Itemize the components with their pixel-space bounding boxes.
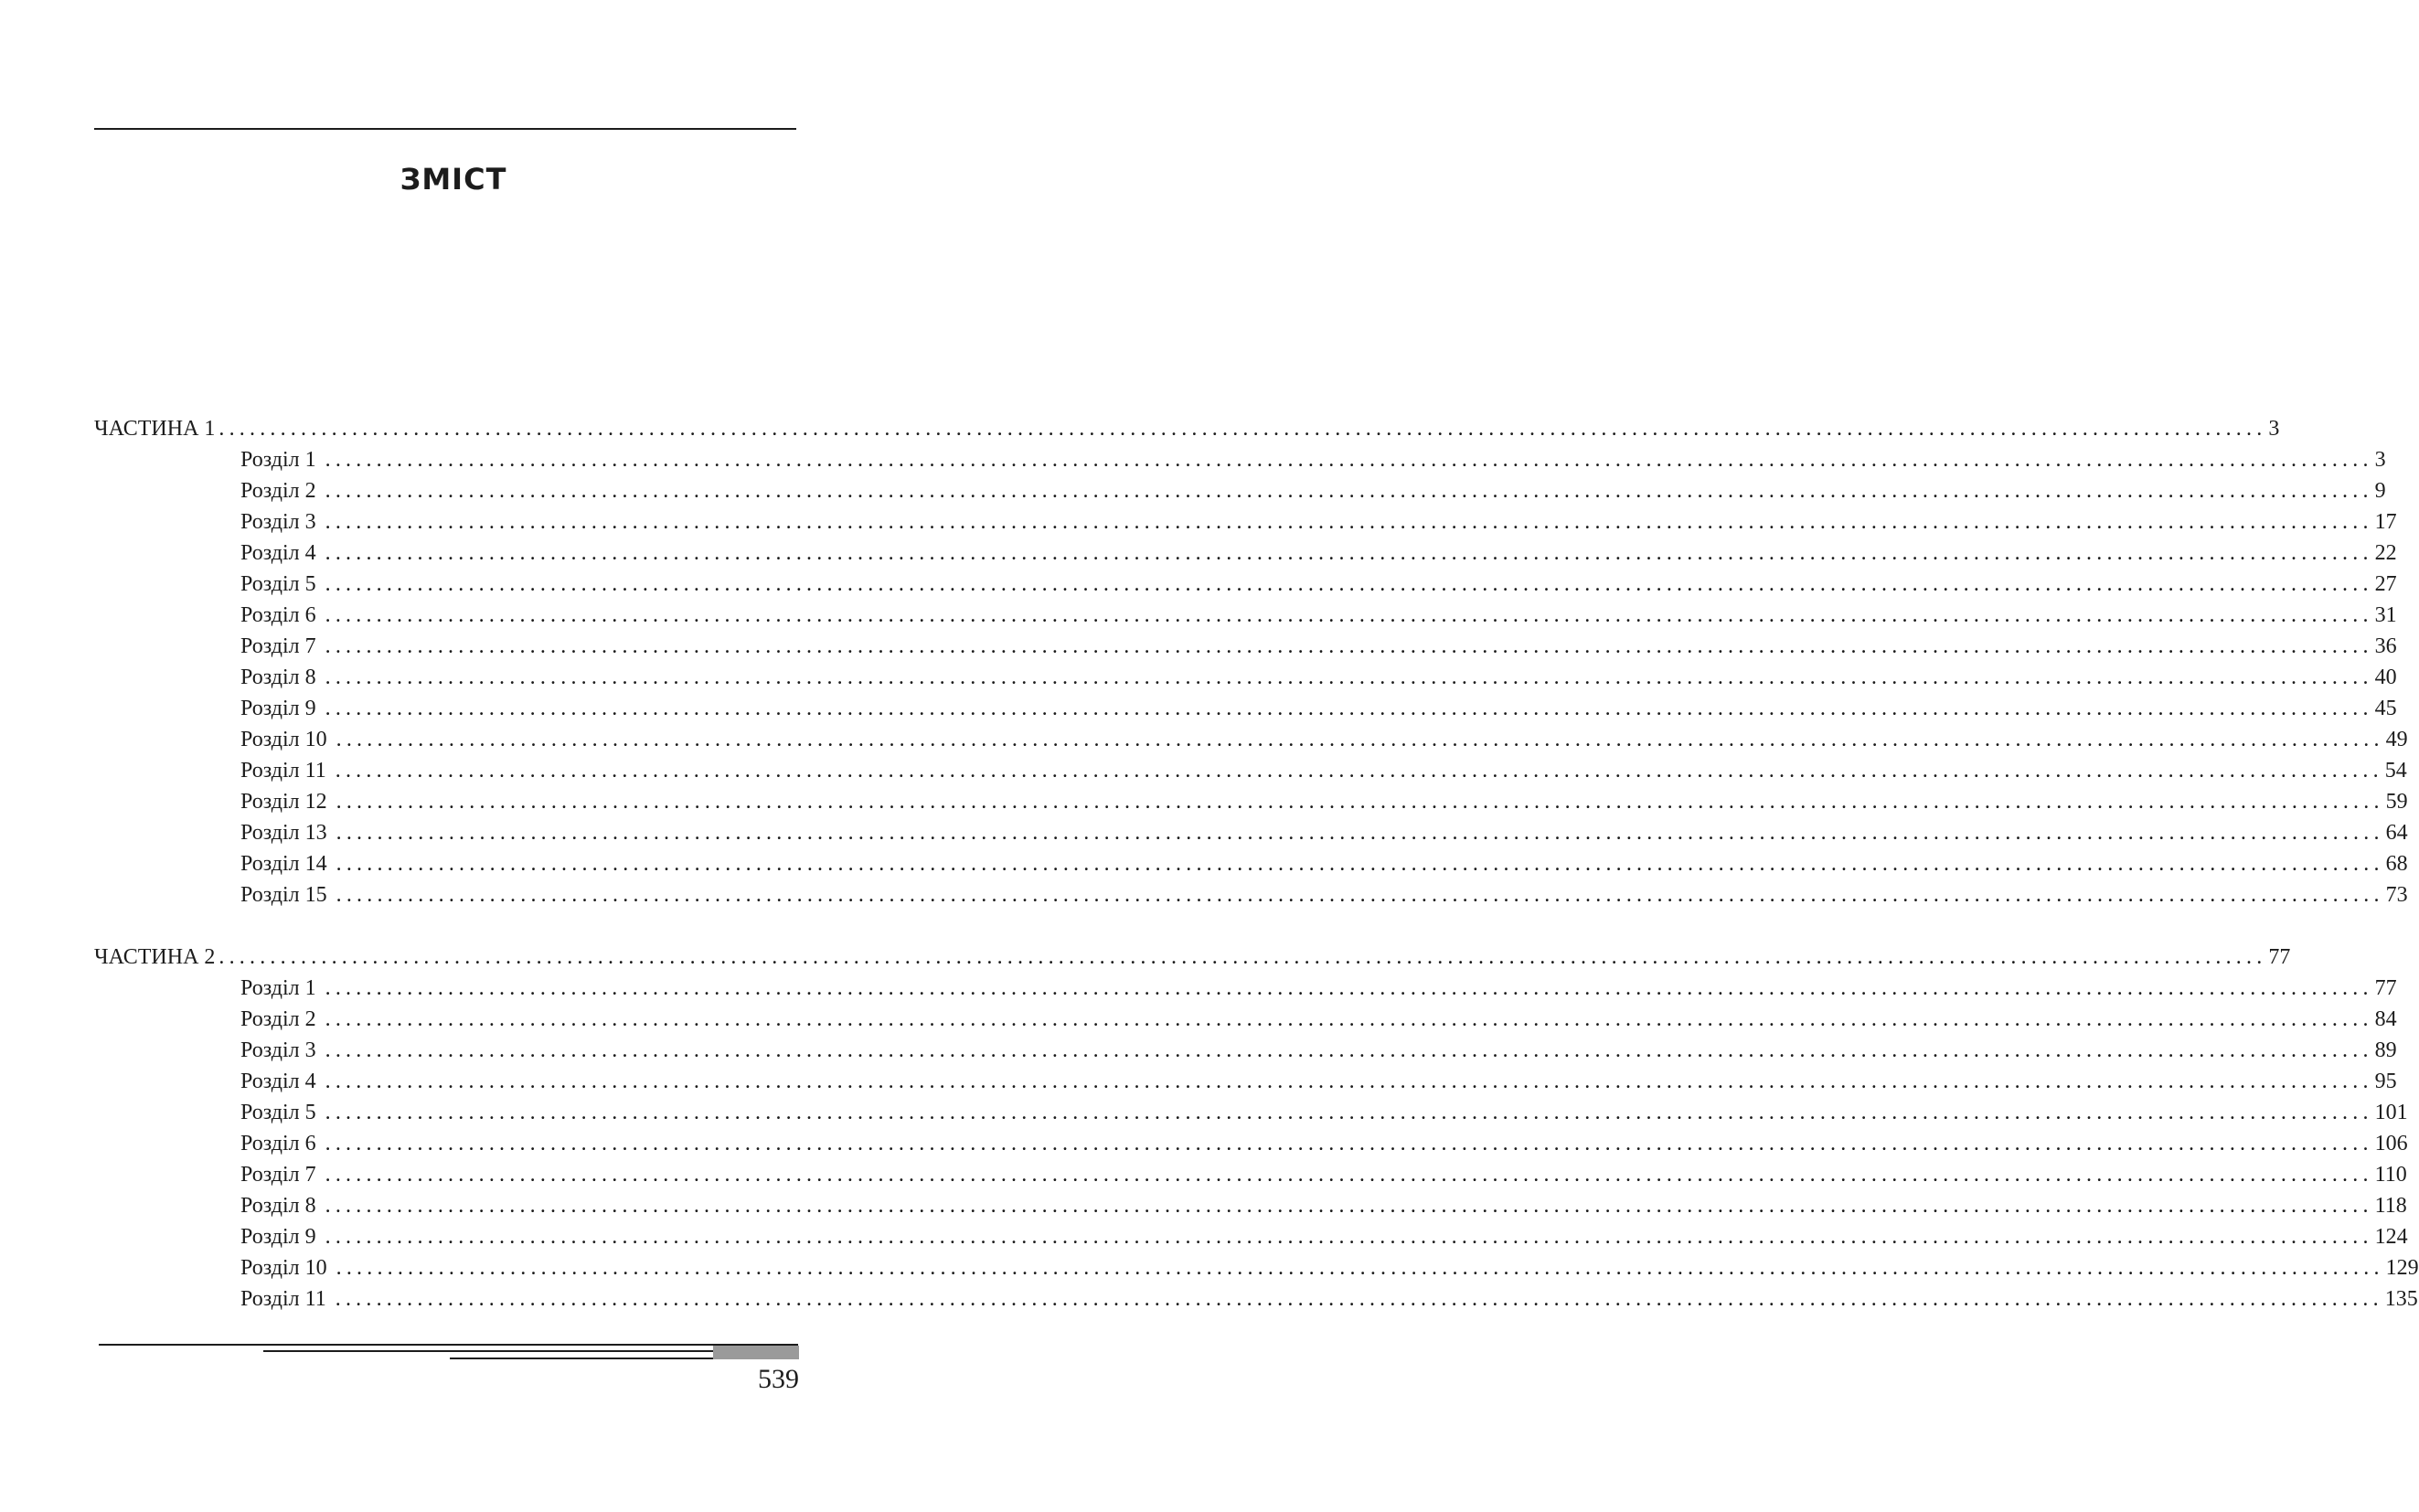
toc-part-label: ЧАСТИНА 1 xyxy=(94,417,216,441)
toc-page-number: 77 xyxy=(2374,976,2397,1000)
toc-chapter-label: Розділ 11 xyxy=(240,759,326,783)
toc-page-number: 27 xyxy=(2374,572,2397,596)
toc-page-number: 64 xyxy=(2385,821,2408,845)
toc-chapter[interactable] xyxy=(240,1004,2397,1035)
toc-chapter-label: Розділ 2 xyxy=(240,479,316,503)
dot-leader: ........................................................................................................................................................................................................ xyxy=(218,417,2267,441)
toc-chapter[interactable] xyxy=(240,475,2386,506)
toc-page-number: 49 xyxy=(2385,728,2408,751)
page-number: 539 xyxy=(758,1364,799,1394)
toc-chapter[interactable] xyxy=(240,569,2397,600)
toc-page-number: 73 xyxy=(2385,883,2408,907)
toc-chapter-label: Розділ 13 xyxy=(240,821,327,845)
toc-part-1[interactable] xyxy=(94,413,2280,444)
toc-chapter-label: Розділ 7 xyxy=(240,1163,316,1187)
dot-leader: ........................................................................................................................................................................................................ xyxy=(325,1101,2373,1124)
dot-leader: ........................................................................................................................................................................................................ xyxy=(335,1287,2383,1311)
dot-leader: ........................................................................................................................................................................................................ xyxy=(336,728,2384,751)
toc-chapter[interactable] xyxy=(240,538,2397,569)
dot-leader: ........................................................................................................................................................................................................ xyxy=(336,790,2384,814)
toc-chapter-label: Розділ 14 xyxy=(240,852,327,876)
toc-chapter-label: Розділ 4 xyxy=(240,541,316,565)
toc-chapter[interactable] xyxy=(240,879,2408,910)
toc-chapter[interactable] xyxy=(240,1283,2418,1315)
toc-chapter[interactable] xyxy=(240,973,2397,1004)
dot-leader: ........................................................................................................................................................................................................ xyxy=(336,852,2384,876)
toc-chapter-label: Розділ 5 xyxy=(240,1101,316,1124)
toc-chapter[interactable] xyxy=(240,693,2397,724)
toc-chapter-label: Розділ 5 xyxy=(240,572,316,596)
toc-chapter[interactable] xyxy=(240,1190,2407,1221)
toc-page-number: 77 xyxy=(2268,945,2291,969)
toc-chapter-label: Розділ 8 xyxy=(240,1194,316,1218)
toc-page-number: 101 xyxy=(2374,1101,2408,1124)
dot-leader: ........................................................................................................................................................................................................ xyxy=(325,1194,2373,1218)
dot-leader: ........................................................................................................................................................................................................ xyxy=(335,759,2383,783)
dot-leader: ........................................................................................................................................................................................................ xyxy=(336,883,2384,907)
toc-chapter[interactable] xyxy=(240,444,2386,475)
toc-page-number: 68 xyxy=(2385,852,2408,876)
toc-chapter-label: Розділ 6 xyxy=(240,1132,316,1155)
dot-leader: ........................................................................................................................................................................................................ xyxy=(325,1163,2373,1187)
dot-leader: ........................................................................................................................................................................................................ xyxy=(325,603,2373,627)
toc-chapter-label: Розділ 6 xyxy=(240,603,316,627)
toc-chapter[interactable] xyxy=(240,1159,2407,1190)
toc-chapter[interactable] xyxy=(240,600,2397,631)
dot-leader: ........................................................................................................................................................................................................ xyxy=(325,510,2373,534)
toc-page-number: 9 xyxy=(2374,479,2386,503)
toc-chapter-label: Розділ 1 xyxy=(240,448,316,472)
toc-page-number: 95 xyxy=(2374,1070,2397,1093)
toc-chapter-label: Розділ 10 xyxy=(240,1256,327,1280)
toc-page-number: 129 xyxy=(2385,1256,2419,1280)
toc-chapter[interactable] xyxy=(240,724,2408,755)
toc-page-number: 36 xyxy=(2374,634,2397,658)
toc-chapter-label: Розділ 7 xyxy=(240,634,316,658)
toc-chapter[interactable] xyxy=(240,631,2397,662)
footer-decorative-bar xyxy=(713,1346,799,1359)
toc-chapter[interactable] xyxy=(240,1035,2397,1066)
toc-page-number: 45 xyxy=(2374,697,2397,720)
dot-leader: ........................................................................................................................................................................................................ xyxy=(325,1070,2373,1093)
toc-part-2[interactable] xyxy=(94,942,2291,973)
toc-chapter-label: Розділ 1 xyxy=(240,976,316,1000)
footer-rule xyxy=(263,1350,713,1352)
dot-leader: ........................................................................................................................................................................................................ xyxy=(325,572,2373,596)
toc-chapter-label: Розділ 3 xyxy=(240,510,316,534)
toc-page-number: 110 xyxy=(2374,1163,2407,1187)
toc-page-number: 84 xyxy=(2374,1007,2397,1031)
toc-page-number: 118 xyxy=(2374,1194,2407,1218)
toc-chapter[interactable] xyxy=(240,848,2408,879)
dot-leader: ........................................................................................................................................................................................................ xyxy=(325,1038,2373,1062)
dot-leader: ........................................................................................................................................................................................................ xyxy=(336,821,2384,845)
toc-page-number: 17 xyxy=(2374,510,2397,534)
toc-chapter[interactable] xyxy=(240,786,2408,817)
dot-leader: ........................................................................................................................................................................................................ xyxy=(325,1132,2373,1155)
toc-chapter-label: Розділ 2 xyxy=(240,1007,316,1031)
toc-chapter-label: Розділ 3 xyxy=(240,1038,316,1062)
dot-leader: ........................................................................................................................................................................................................ xyxy=(325,479,2373,503)
header-rule xyxy=(94,128,796,130)
toc-chapter-label: Розділ 15 xyxy=(240,883,327,907)
toc-chapter[interactable] xyxy=(240,1252,2419,1283)
dot-leader: ........................................................................................................................................................................................................ xyxy=(325,1225,2373,1249)
dot-leader: ........................................................................................................................................................................................................ xyxy=(325,448,2373,472)
page-title: ЗМІСТ xyxy=(400,162,507,197)
toc-chapter-label: Розділ 9 xyxy=(240,697,316,720)
toc-chapter[interactable] xyxy=(240,755,2407,786)
toc-chapter-label: Розділ 9 xyxy=(240,1225,316,1249)
toc-chapter-label: Розділ 12 xyxy=(240,790,327,814)
toc-page-number: 124 xyxy=(2374,1225,2408,1249)
toc-part-label: ЧАСТИНА 2 xyxy=(94,945,216,969)
toc-chapter[interactable] xyxy=(240,817,2408,848)
dot-leader: ........................................................................................................................................................................................................ xyxy=(325,665,2373,689)
toc-chapter-label: Розділ 11 xyxy=(240,1287,326,1311)
toc-chapter[interactable] xyxy=(240,506,2397,538)
toc-page-number: 59 xyxy=(2385,790,2408,814)
toc-page-number: 3 xyxy=(2268,417,2280,441)
toc-chapter[interactable] xyxy=(240,1221,2408,1252)
toc-chapter-label: Розділ 4 xyxy=(240,1070,316,1093)
toc-page-number: 3 xyxy=(2374,448,2386,472)
toc-chapter-label: Розділ 8 xyxy=(240,665,316,689)
toc-page-number: 54 xyxy=(2384,759,2407,783)
dot-leader: ........................................................................................................................................................................................................ xyxy=(325,634,2373,658)
toc-chapter[interactable] xyxy=(240,1097,2408,1128)
footer-rule xyxy=(450,1358,713,1359)
toc-chapter[interactable] xyxy=(240,1128,2408,1159)
dot-leader: ........................................................................................................................................................................................................ xyxy=(336,1256,2384,1280)
toc-page-number: 22 xyxy=(2374,541,2397,565)
toc-page-number: 89 xyxy=(2374,1038,2397,1062)
dot-leader: ........................................................................................................................................................................................................ xyxy=(325,541,2373,565)
dot-leader: ........................................................................................................................................................................................................ xyxy=(325,976,2373,1000)
toc-chapter[interactable] xyxy=(240,662,2397,693)
toc-chapter[interactable] xyxy=(240,1066,2397,1097)
toc-chapter-label: Розділ 10 xyxy=(240,728,327,751)
dot-leader: ........................................................................................................................................................................................................ xyxy=(325,697,2373,720)
dot-leader: ........................................................................................................................................................................................................ xyxy=(325,1007,2373,1031)
toc-page-number: 31 xyxy=(2374,603,2397,627)
toc-page-number: 40 xyxy=(2374,665,2397,689)
toc-page-number: 135 xyxy=(2384,1287,2418,1311)
dot-leader: ........................................................................................................................................................................................................ xyxy=(218,945,2267,969)
footer-rule xyxy=(99,1344,798,1346)
toc-page-number: 106 xyxy=(2374,1132,2408,1155)
